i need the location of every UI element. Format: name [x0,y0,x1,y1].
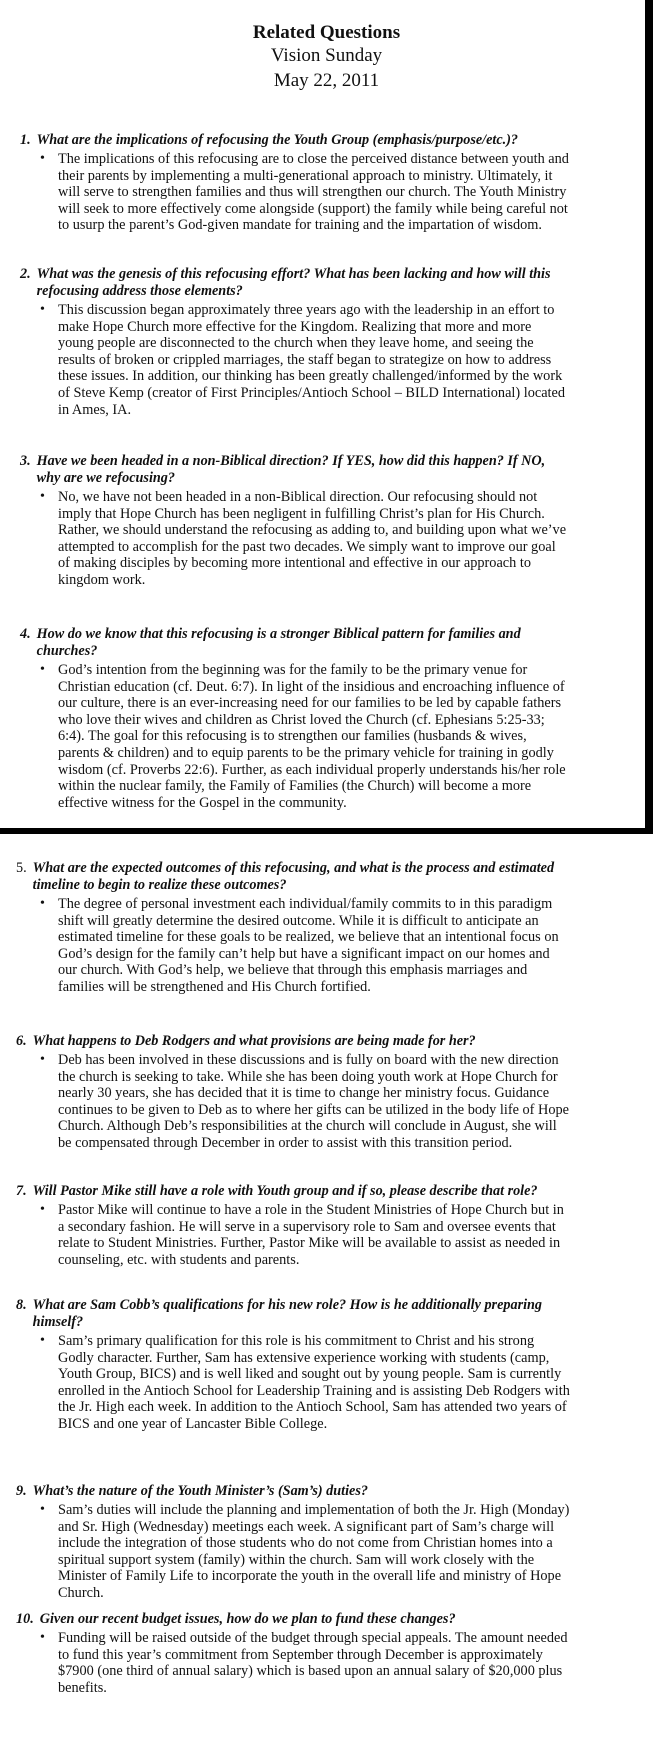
qa-item-1 [20,132,645,234]
document-title: Related Questions [252,22,401,43]
qa-item-9 [16,1483,656,1602]
question-heading [16,1297,656,1331]
bullet-icon: • [40,1052,45,1067]
answer-text: God’s intention from the beginning was for the family to be the primary venue for Christian education (cf. Deut. 6:7). In light of the insidious and encroaching influence of our culture, there is an ever-increasing need for our families to be led by capable fathers who love their wives and children as Christ loved the Church (cf. Ephesians 5:25-33; 6:4). The goal for this refocusing is to strengthen our families (husbands & wives, parents & children) and to equip parents to be the primary vehicle for training in godly wisdom (cf. Proverbs 22:6). Further, as each individual properly understands his/her role within the nuclear family, the Family of Families (the Church) will become a more effective witness for the Gospel in the community. [58,662,566,811]
question-heading [16,1033,656,1050]
question-number: 5. [16,860,27,876]
question-heading [16,1183,656,1200]
answer-text: No, we have not been headed in a non-Biblical direction. Our refocusing should not imply that Hope Church has been negligent in fulfilling Christ’s plan for His Church. Rather, we should understand the refocusing as adding to, and building upon what we’ve attempted to accomplish for the past two decades. We simply want to improve our goal of making disciples by becoming more intentional and effective in our approach to kingdom work. [58,489,567,588]
qa-item-2 [20,266,645,418]
qa-item-3 [20,453,645,589]
page-one [0,0,653,834]
question-text: Have we been headed in a non-Biblical direction? If YES, how did this happen? If NO, why are we refocusing? [36,453,546,486]
question-text: What are the expected outcomes of this refocusing, and what is the process and estimated timeline to begin to realize these outcomes? [32,860,555,893]
question-number: 2. [20,266,31,282]
answer [20,151,645,234]
answer [16,1630,656,1696]
answer-text: Pastor Mike will continue to have a role in the Student Ministries of Hope Church but in a secondary fashion. He will serve in a supervisory role to Sam and oversee events that relate to Student Ministries. Further, Pastor Mike will be available to assist as needed in counseling, etc. with students and parents. [58,1202,564,1268]
question-number: 3. [20,453,31,469]
bullet-icon: • [40,1502,45,1517]
answer [16,896,656,996]
bullet-icon: • [40,489,45,504]
answer-text: The degree of personal investment each individual/family commits to in this paradigm shift will greatly determine the desired outcome. While it is difficult to anticipate an estimated timeline for these goals to be realized, we believe that an intentional focus on God’s design for the family can’t help but have a significant impact on our homes and our church. With God’s help, we believe that through this emphasis marriages and families will be strengthened and His Church fortified. [58,896,559,995]
bullet-icon: • [40,302,45,317]
question-number: 1. [20,132,31,148]
question-heading [20,132,645,149]
answer [20,302,645,418]
bullet-icon: • [40,1202,45,1217]
answer-text: Deb has been involved in these discussions and is fully on board with the new direction the church is seeking to take. While she has been doing youth work at Hope Church for nearly 30 years, she has decided that it is time to change her ministry focus. Guidance continues to be given to Deb as to where her gifts can be utilized in the body life of Hope Church. Although Deb’s responsibilities at the church will conclude in August, she will be compensated through December in order to assist with this transition period. [58,1052,569,1151]
question-number: 8. [16,1297,27,1313]
question-number: 4. [20,626,31,642]
answer [16,1502,656,1602]
question-heading [16,1611,656,1628]
question-text: What’s the nature of the Youth Minister’s (Sam’s) duties? [32,1483,368,1499]
question-text: What happens to Deb Rodgers and what provisions are being made for her? [32,1033,476,1049]
answer [16,1333,656,1433]
answer [16,1202,656,1268]
bullet-icon: • [40,151,45,166]
answer-text: This discussion began approximately three years ago with the leadership in an effort to make Hope Church more effective for the Kingdom. Realizing that more and more young people are disconnected to the church when they leave home, and seeing the results of broken or crippled marriages, the staff began to strategize on how to address these issues. In addition, our thinking has been greatly challenged/informed by the work of Steve Kemp (creator of First Principles/Antioch School – BILD International) located in Ames, IA. [58,302,566,418]
question-heading [20,266,645,300]
answer-text: The implications of this refocusing are to close the perceived distance between youth and their parents by implementing a multi-generational approach to ministry. Ultimately, it will serve to strengthen families and thus will strengthen our church. The Youth Ministry will seek to more effectively come alongside (support) the family while being careful not to usurp the parent’s God-given mandate for training and the impartation of wisdom. [58,151,569,234]
bullet-icon: • [40,662,45,677]
qa-item-7 [16,1183,656,1268]
qa-item-10 [16,1611,656,1696]
answer-text: Sam’s duties will include the planning and implementation of both the Jr. High (Monday) and Sr. High (Wednesday) meetings each week. A significant part of Sam’s charge will include the integration of those students who do not come from Christian homes into a spiritual support system (family) within the church. Sam will work closely with the Minister of Family Life to incorporate the youth in the overall life and ministry of Hope Church. [58,1502,570,1601]
question-text: What was the genesis of this refocusing effort? What has been lacking and how will this refocusing address those elements? [36,266,551,299]
question-heading [20,453,645,487]
answer-text: Sam’s primary qualification for this role is his commitment to Christ and his strong Godly character. Further, Sam has extensive experience working with students (camp, Youth Group, BICS) and is well liked and sought out by young people. Sam is currently enrolled in the Antioch School for Leadership Training and is assisting Deb Rodgers with the Jr. High each week. In addition to the Antioch School, Sam has attended two years of BICS and one year of Lancaster Bible College. [58,1333,570,1432]
question-text: What are Sam Cobb’s qualifications for his new role? How is he additionally preparing himself? [32,1297,543,1330]
question-number: 10. [16,1611,34,1627]
question-heading [16,860,656,894]
question-text: What are the implications of refocusing the Youth Group (emphasis/purpose/etc.)? [36,132,519,148]
answer [16,1052,656,1152]
question-number: 7. [16,1183,27,1199]
qa-item-6 [16,1033,656,1152]
qa-item-8 [16,1297,656,1433]
document-date: May 22, 2011 [273,70,380,91]
document-subtitle: Vision Sunday [270,45,383,66]
qa-item-4 [20,626,645,811]
question-text: How do we know that this refocusing is a stronger Biblical pattern for families and churches? [36,626,521,659]
answer [20,662,645,811]
answer [20,489,645,589]
question-heading [16,1483,656,1500]
bullet-icon: • [40,1630,45,1645]
question-number: 6. [16,1033,27,1049]
question-number: 9. [16,1483,27,1499]
page-two [0,840,662,1747]
bullet-icon: • [40,896,45,911]
qa-item-5 [16,860,656,996]
question-text: Will Pastor Mike still have a role with Youth group and if so, please describe that role? [32,1183,538,1199]
question-heading [20,626,645,660]
answer-text: Funding will be raised outside of the budget through special appeals. The amount needed to fund this year’s commitment from September through December is approximately $7900 (one third of annual salary) which is based upon an annual salary of $20,000 plus benefits. [58,1630,568,1696]
question-text: Given our recent budget issues, how do we plan to fund these changes? [39,1611,456,1627]
bullet-icon: • [40,1333,45,1348]
